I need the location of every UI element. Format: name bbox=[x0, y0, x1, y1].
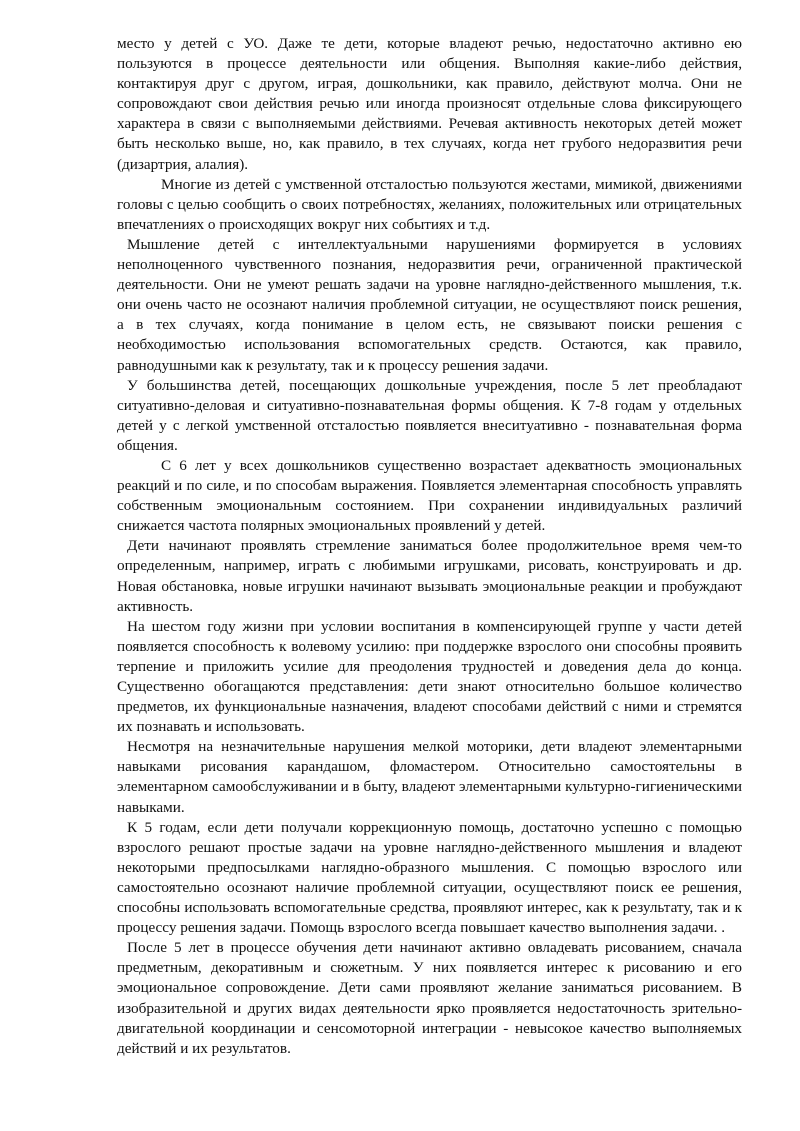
paragraph-activity: Дети начинают проявлять стремление заниматься более продолжительное время чем-то определенным, например, играть с любимыми игрушками, рисовать, конструировать и др. Новая обстановка, новые игрушки начинают вызывать эмоциональные реакции и пробуждают активность. bbox=[117, 537, 742, 615]
paragraph-gestures: Многие из детей с умственной отсталостью пользуются жестами, мимикой, движениями головы с целью сообщить о своих потребностях, желаниях, положительных или отрицательных впечатлениях о происходящих вокруг них событиях и т.д. bbox=[117, 175, 742, 233]
document-page bbox=[117, 34, 742, 1059]
paragraph-volitional-effort: На шестом году жизни при условии воспитания в компенсирующей группе у части детей появляется способность к волевому усилию: при поддержке взрослого они способны проявить терпение и приложить усилие для преодоления трудностей и доведения дела до конца. Существенно обогащаются представления: дети знают относительно большое количество предметов, их функциональные назначения, владеют способами действий с ними и стремятся их познавать и использовать. bbox=[117, 617, 742, 736]
paragraph-speech-activity: место у детей с УО. Даже те дети, которые владеют речью, недостаточно активно ею пользуются в процессе деятельности или общения. Выполняя какие-либо действия, контактируя друг с другом, играя, дошкольники, как правило, действуют молча. Они не сопровождают свои действия речью или иногда произносят отдельные слова фиксирующего характера в связи с выполняемыми действиями. Речевая активность некоторых детей может быть несколько выше, но, как правило, в тех случаях, когда нет грубого недоразвития речи (дизартрия, алалия). bbox=[117, 35, 742, 173]
paragraph-correctional-help: К 5 годам, если дети получали коррекционную помощь, достаточно успешно с помощью взрослого решают простые задачи на уровне наглядно-действенного мышления и владеют некоторыми предпосылками наглядно-образного мышления. С помощью взрослого или самостоятельно осознают наличие проблемной ситуации, осуществляют поиск ее решения, способны использовать вспомогательные средства, проявляют интерес, как к результату, так и к процессу решения задачи. Помощь взрослого всегда повышает качество выполнения задачи. . bbox=[117, 818, 742, 937]
paragraph-drawing: После 5 лет в процессе обучения дети начинают активно овладевать рисованием, сначала предметным, декоративным и сюжетным. У них появляется интерес к рисованию и его эмоциональное сопровождение. Дети сами проявляют желание заниматься рисованием. В изобразительной и других видах деятельности ярко проявляется недостаточность зрительно-двигательной координации и сенсомоторной интеграции - невысокое качество выполняемых действий и их результатов. bbox=[117, 939, 742, 1057]
paragraph-communication-forms: У большинства детей, посещающих дошкольные учреждения, после 5 лет преобладают ситуативно-деловая и ситуативно-познавательная формы общения. К 7-8 годам у отдельных детей у с легкой умственной отсталостью появляется внеситуативно - познавательная форма общения. bbox=[117, 376, 742, 454]
paragraph-thinking: Мышление детей с интеллектуальными нарушениями формируется в условиях неполноценного чувственного познания, недоразвития речи, ограниченной практической деятельности. Они не умеют решать задачи на уровне наглядно-действенного мышления, т.к. они очень часто не осознают наличия проблемной ситуации, не осуществляют поиск решения, а в тех случаях, когда понимание в целом есть, не связывают поиски решения с необходимостью использования вспомогательных средств. Остаются, как правило, равнодушными как к результату, так и к процессу решения задачи. bbox=[117, 235, 742, 374]
paragraph-motor-skills: Несмотря на незначительные нарушения мелкой моторики, дети владеют элементарными навыками рисования карандашом, фломастером. Относительно самостоятельны в элементарном самообслуживании и в быту, владеют элементарными культурно-гигиеническими навыками. bbox=[117, 738, 742, 816]
paragraph-emotional-reactions: С 6 лет у всех дошкольников существенно возрастает адекватность эмоциональных реакций и по силе, и по способам выражения. Появляется элементарная способность управлять собственным эмоциональным состоянием. При сохранении индивидуальных различий снижается частота полярных эмоциональных проявлений у детей. bbox=[117, 456, 742, 535]
